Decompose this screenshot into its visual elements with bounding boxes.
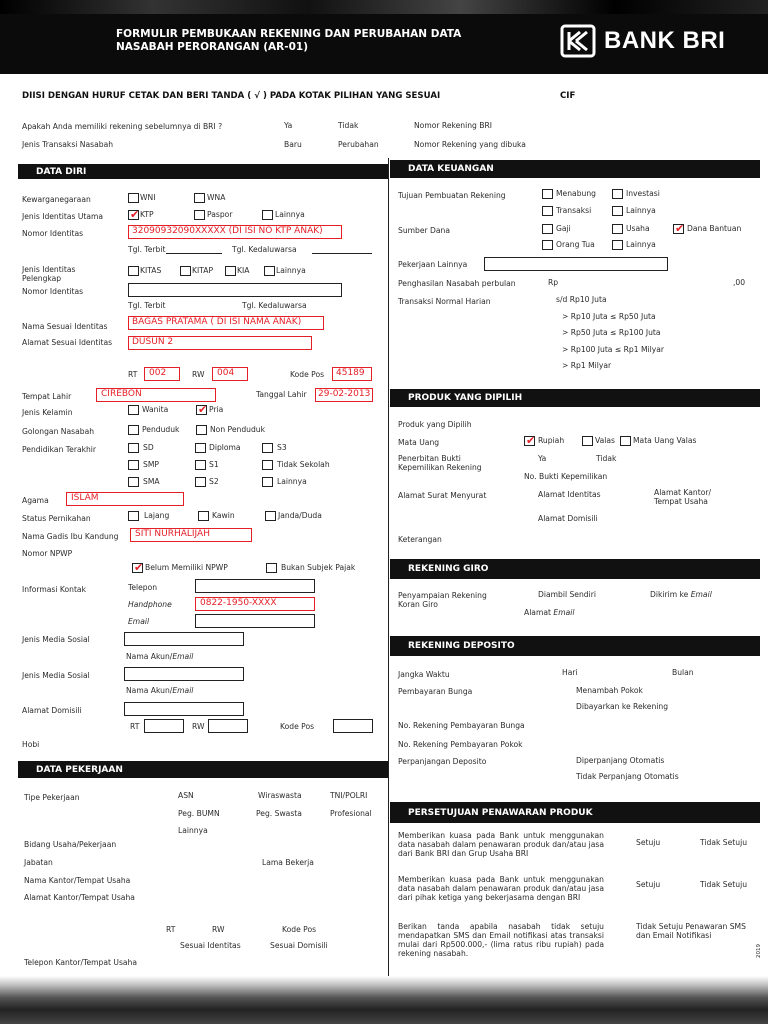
instruction-text: DIISI DENGAN HURUF CETAK DAN BERI TANDA ( √ ) PADA KOTAK PILIHAN YANG SESUAI: [22, 91, 441, 101]
bank-name: BANK BRI: [604, 27, 726, 54]
jenis-identitas-utama-label: Jenis Identitas Utama: [22, 212, 104, 221]
pembayaran-bunga-label: Pembayaran Bunga: [398, 687, 473, 696]
setuju-1-option[interactable]: Setuju: [636, 838, 661, 847]
orang-tua-checkbox[interactable]: [542, 240, 553, 250]
tgl-terbit-label: Tgl. Terbit: [128, 245, 166, 254]
orang-tua-label: Orang Tua: [556, 240, 595, 249]
pekerjaan-lainnya-field[interactable]: [484, 257, 668, 271]
s3-checkbox[interactable]: [262, 443, 273, 453]
section-deposito: REKENING DEPOSITO: [390, 636, 760, 656]
diploma-label: Diploma: [209, 443, 241, 452]
option-tidak[interactable]: Tidak: [338, 121, 359, 130]
rp-label: Rp: [548, 278, 559, 287]
wanita-label: Wanita: [142, 405, 169, 414]
column-divider: [388, 158, 389, 978]
telepon-label: Telepon: [128, 583, 158, 592]
penyampaian-label: Penyampaian Rekening Koran Giro: [398, 591, 487, 609]
bukti-tidak-option[interactable]: Tidak: [596, 454, 617, 463]
kewarganegaraan-label: Kewarganegaraan: [22, 195, 91, 204]
bukan-subjek-pajak-checkbox[interactable]: [266, 563, 277, 573]
range-2-option[interactable]: > Rp10 Juta ≤ Rp50 Juta: [562, 312, 656, 321]
lainnya-pendidikan-checkbox[interactable]: [262, 477, 273, 487]
penghasilan-label: Penghasilan Nasabah perbulan: [398, 279, 516, 288]
transaksi-normal-label: Transaksi Normal Harian: [398, 297, 491, 306]
form-title-line2: NASABAH PERORANGAN (AR-01): [116, 41, 309, 53]
alamat-value: DUSUN 2: [132, 337, 174, 347]
nomor-identitas-value: 32090932090XXXXX (DI ISI NO KTP ANAK): [132, 226, 323, 236]
wiraswasta-option[interactable]: Wiraswasta: [258, 791, 302, 800]
informasi-kontak-label: Informasi Kontak: [22, 585, 86, 594]
option-ya[interactable]: Ya: [284, 121, 293, 130]
lajang-label: Lajang: [144, 511, 170, 520]
rupiah-label: Rupiah: [538, 436, 565, 445]
hobi-label: Hobi: [22, 740, 40, 749]
diambil-sendiri-option[interactable]: Diambil Sendiri: [538, 590, 596, 599]
nomor-identitas-2-field[interactable]: [128, 283, 342, 297]
alamat-kantor-option[interactable]: Alamat Kantor/ Tempat Usaha: [654, 488, 712, 506]
handphone-value: 0822-1950-XXXX: [200, 598, 277, 608]
tgl-terbit-field[interactable]: [166, 242, 222, 254]
lainnya-pekerjaan-option[interactable]: Lainnya: [178, 826, 208, 835]
section-produk: PRODUK YANG DIPILIH: [390, 389, 760, 407]
kitas-label: KITAS: [140, 266, 162, 275]
persetujuan-text-2: Memberikan kuasa pada Bank untuk menggunakan data nasabah dalam penawaran produk dan/atau jasa dari pihak ketiga yang bekerjasama dengan BRI: [398, 875, 604, 902]
lainnya-id-checkbox[interactable]: [262, 210, 273, 220]
setuju-2-option[interactable]: Setuju: [636, 880, 661, 889]
rupiah-checkbox-checked[interactable]: [524, 436, 535, 446]
lainnya-tujuan-label: Lainnya: [626, 206, 656, 215]
alamat-email-option[interactable]: Alamat Email: [524, 608, 575, 617]
tidak-sekolah-checkbox[interactable]: [262, 460, 273, 470]
bidang-usaha-label: Bidang Usaha/Pekerjaan: [24, 840, 117, 849]
asn-option[interactable]: ASN: [178, 791, 194, 800]
tanggal-lahir-label: Tanggal Lahir: [256, 390, 307, 399]
domisili-rw-label: RW: [192, 722, 205, 731]
transaksi-label: Transaksi: [556, 206, 592, 215]
sma-label: SMA: [143, 477, 160, 486]
keterangan-label: Keterangan: [398, 535, 442, 544]
menambah-pokok-option[interactable]: Menambah Pokok: [576, 686, 643, 695]
non-penduduk-label: Non Penduduk: [210, 425, 266, 434]
kode-pos-label: Kode Pos: [290, 370, 325, 379]
kia-checkbox[interactable]: [225, 266, 236, 276]
status-pernikahan-label: Status Pernikahan: [22, 514, 91, 523]
media-sosial-1-field[interactable]: [124, 632, 244, 646]
section-data-pekerjaan: DATA PEKERJAAN: [18, 761, 388, 778]
rt-value: 002: [149, 368, 167, 378]
agama-value: ISLAM: [71, 493, 99, 503]
menabung-checkbox[interactable]: [542, 189, 553, 199]
kode-pos-value: 45189: [336, 368, 365, 378]
dana-bantuan-checkbox-checked[interactable]: [673, 224, 684, 234]
wanita-checkbox[interactable]: [128, 405, 139, 415]
peg-swasta-option[interactable]: Peg. Swasta: [256, 809, 302, 818]
tidak-sekolah-label: Tidak Sekolah: [277, 460, 330, 469]
tempat-lahir-label: Tempat Lahir: [22, 392, 72, 401]
usaha-label: Usaha: [626, 224, 650, 233]
rw-value: 004: [217, 368, 235, 378]
jenis-identitas-pelengkap-label: Jenis Identitas Pelengkap: [22, 265, 76, 283]
belum-npwp-label: Belum Memiliki NPWP: [145, 563, 228, 572]
dibayarkan-option[interactable]: Dibayarkan ke Rekening: [576, 702, 669, 711]
telepon-field[interactable]: [195, 579, 315, 593]
tempat-lahir-value: CIREBON: [101, 389, 142, 399]
diperpanjang-option[interactable]: Diperpanjang Otomatis: [576, 756, 665, 765]
s3-label: S3: [277, 443, 287, 452]
kitap-label: KITAP: [192, 266, 214, 275]
penduduk-label: Penduduk: [142, 425, 180, 434]
mata-uang-valas-checkbox[interactable]: [620, 436, 631, 446]
nama-gadis-ibu-value: SITI NURHALIJAH: [135, 529, 210, 539]
bulan-option[interactable]: Bulan: [672, 668, 694, 677]
produk-dipilih-label: Produk yang Dipilih: [398, 420, 472, 429]
no-rek-pokok-label: No. Rekening Pembayaran Pokok: [398, 740, 523, 749]
email-field[interactable]: [195, 614, 315, 628]
bukan-subjek-pajak-label: Bukan Subjek Pajak: [281, 563, 356, 572]
tidak-setuju-2-option[interactable]: Tidak Setuju: [700, 880, 748, 889]
range-5-option[interactable]: > Rp1 Milyar: [562, 361, 612, 370]
kawin-checkbox[interactable]: [198, 511, 209, 521]
kia-label: KIA: [237, 266, 250, 275]
alamat-domisili-field[interactable]: [124, 702, 244, 716]
alamat-domisili-label: Alamat Domisili: [22, 706, 82, 715]
tujuan-label: Tujuan Pembuatan Rekening: [398, 191, 506, 200]
lama-bekerja-label: Lama Bekerja: [262, 858, 314, 867]
lainnya-tujuan-checkbox[interactable]: [612, 206, 623, 216]
email-label: Email: [128, 617, 150, 626]
sesuai-identitas-option[interactable]: Sesuai Identitas: [180, 941, 241, 950]
nama-value: BAGAS PRATAMA ( DI ISI NAMA ANAK): [132, 317, 302, 327]
wni-label: WNI: [140, 193, 156, 202]
handphone-label: Handphone: [128, 600, 172, 609]
form-title-line1: FORMULIR PEMBUKAAN REKENING DAN PERUBAHAN DATA: [116, 28, 462, 40]
penduduk-checkbox[interactable]: [128, 425, 139, 435]
janda-duda-label: Janda/Duda: [278, 511, 322, 520]
section-data-diri: DATA DIRI: [18, 164, 388, 179]
tidak-perpanjang-option[interactable]: Tidak Perpanjang Otomatis: [576, 772, 679, 781]
mata-uang-valas-label: Mata Uang Valas: [633, 436, 697, 445]
domisili-kode-pos-field[interactable]: [333, 719, 373, 733]
transaksi-checkbox[interactable]: [542, 206, 553, 216]
form-year: 2019: [756, 944, 762, 958]
pendidikan-label: Pendidikan Terakhir: [22, 445, 97, 454]
smp-label: SMP: [143, 460, 159, 469]
wna-checkbox[interactable]: [194, 193, 205, 203]
domisili-rw-field[interactable]: [208, 719, 248, 733]
nama-akun-1-label: Nama Akun/Email: [126, 652, 194, 661]
rt-label: RT: [128, 370, 138, 379]
bukti-ya-option[interactable]: Ya: [538, 454, 547, 463]
tgl-kedaluwarsa-field[interactable]: [312, 242, 372, 254]
pria-label: Pria: [209, 405, 224, 414]
scan-edge-bottom: [0, 976, 768, 1024]
penerbitan-bukti-label: Penerbitan Bukti Kepemilikan Rekening: [398, 454, 482, 472]
lainnya-sumber-checkbox[interactable]: [612, 240, 623, 250]
kantor-rt-label: RT: [166, 925, 176, 934]
perpanjangan-label: Perpanjangan Deposito: [398, 757, 487, 766]
range-1-option[interactable]: s/d Rp10 Juta: [556, 295, 607, 304]
jenis-media-sosial-1-label: Jenis Media Sosial: [22, 635, 90, 644]
smp-checkbox[interactable]: [128, 460, 139, 470]
has-account-question: Apakah Anda memiliki rekening sebelumnya di BRI ?: [22, 122, 223, 131]
dana-bantuan-label: Dana Bantuan: [687, 224, 742, 233]
agama-label: Agama: [22, 496, 49, 505]
sumber-dana-label: Sumber Dana: [398, 226, 451, 235]
sma-checkbox[interactable]: [128, 477, 139, 487]
kitas-checkbox[interactable]: [128, 266, 139, 276]
diploma-checkbox[interactable]: [195, 443, 206, 453]
scan-edge-top: [0, 0, 768, 14]
ktp-label: KTP: [140, 210, 154, 219]
kawin-label: Kawin: [212, 511, 235, 520]
nama-gadis-ibu-label: Nama Gadis Ibu Kandung: [22, 532, 119, 541]
koma-nol-label: ,00: [733, 278, 746, 287]
s1-label: S1: [209, 460, 219, 469]
bri-logo-icon: [560, 24, 596, 58]
cif-label: CIF: [560, 91, 576, 101]
jabatan-label: Jabatan: [24, 858, 53, 867]
valas-label: Valas: [595, 436, 615, 445]
no-rek-bunga-label: No. Rekening Pembayaran Bunga: [398, 721, 525, 730]
lainnya-pelengkap-label: Lainnya: [276, 266, 306, 275]
hari-option[interactable]: Hari: [562, 668, 578, 677]
jenis-transaksi-label: Jenis Transaksi Nasabah: [22, 140, 114, 149]
range-4-option[interactable]: > Rp100 Juta ≤ Rp1 Milyar: [562, 345, 665, 354]
lainnya-pendidikan-label: Lainnya: [277, 477, 307, 486]
peg-bumn-option[interactable]: Peg. BUMN: [178, 809, 220, 818]
section-giro: REKENING GIRO: [390, 559, 760, 579]
valas-checkbox[interactable]: [582, 436, 593, 446]
nomor-identitas-label: Nomor Identitas: [22, 229, 84, 238]
kantor-rw-label: RW: [212, 925, 225, 934]
domisili-rt-field[interactable]: [144, 719, 184, 733]
pekerjaan-lainnya-label: Pekerjaan Lainnya: [398, 260, 468, 269]
kantor-kode-pos-label: Kode Pos: [282, 925, 317, 934]
tgl-kedaluwarsa-2-label: Tgl. Kedaluwarsa: [242, 301, 307, 310]
wni-checkbox[interactable]: [128, 193, 139, 203]
pria-checkbox-checked[interactable]: [196, 405, 207, 415]
persetujuan-text-1: Memberikan kuasa pada Bank untuk menggunakan data nasabah dalam penawaran produk dan/atau jasa dari Bank BRI dan Grup Usaha BRI: [398, 831, 604, 858]
sesuai-domisili-option[interactable]: Sesuai Domisili: [270, 941, 328, 950]
lajang-checkbox[interactable]: [128, 511, 139, 521]
media-sosial-2-field[interactable]: [124, 667, 244, 681]
s1-checkbox[interactable]: [195, 460, 206, 470]
ktp-checkbox-checked[interactable]: [128, 210, 139, 220]
golongan-nasabah-label: Golongan Nasabah: [22, 427, 95, 436]
nama-kantor-label: Nama Kantor/Tempat Usaha: [24, 876, 131, 885]
nomor-rekening-dibuka-label: Nomor Rekening yang dibuka: [414, 140, 526, 149]
jangka-waktu-label: Jangka Waktu: [398, 670, 450, 679]
wna-label: WNA: [207, 193, 226, 202]
belum-npwp-checkbox-checked[interactable]: [132, 563, 143, 573]
jenis-kelamin-label: Jenis Kelamin: [22, 408, 73, 417]
rw-label: RW: [192, 370, 205, 379]
nomor-npwp-label: Nomor NPWP: [22, 549, 73, 558]
section-persetujuan: PERSETUJUAN PENAWARAN PRODUK: [390, 802, 760, 823]
telepon-kantor-label: Telepon Kantor/Tempat Usaha: [24, 958, 138, 967]
jenis-media-sosial-2-label: Jenis Media Sosial: [22, 671, 90, 680]
no-bukti-label: No. Bukti Kepemilikan: [524, 472, 608, 481]
nama-akun-2-label: Nama Akun/Email: [126, 686, 194, 695]
menabung-label: Menabung: [556, 189, 596, 198]
dikirim-email-option[interactable]: Dikirim ke Email: [650, 590, 712, 599]
nama-sesuai-identitas-label: Nama Sesuai Identitas: [22, 322, 108, 331]
domisili-rt-label: RT: [130, 722, 140, 731]
alamat-surat-label: Alamat Surat Menyurat: [398, 491, 487, 500]
s2-label: S2: [209, 477, 219, 486]
alamat-domisili-option[interactable]: Alamat Domisili: [538, 514, 598, 523]
s2-checkbox[interactable]: [195, 477, 206, 487]
alamat-sesuai-identitas-label: Alamat Sesuai Identitas: [22, 338, 113, 347]
option-perubahan[interactable]: Perubahan: [338, 140, 379, 149]
range-3-option[interactable]: > Rp50 Juta ≤ Rp100 Juta: [562, 328, 661, 337]
nomor-rekening-bri-label: Nomor Rekening BRI: [414, 121, 493, 130]
janda-duda-checkbox[interactable]: [265, 511, 276, 521]
sd-label: SD: [143, 443, 154, 452]
lainnya-pelengkap-checkbox[interactable]: [264, 266, 275, 276]
tgl-terbit-2-label: Tgl. Terbit: [128, 301, 166, 310]
persetujuan-text-3: Berikan tanda apabila nasabah tidak setuju mendapatkan SMS dan Email notifikasi atas transaksi mulai dari Rp500.000,- (lima ratus ribu rupiah) pada rekening nasabah.: [398, 922, 604, 958]
section-data-keuangan: DATA KEUANGAN: [390, 160, 760, 178]
gaji-checkbox[interactable]: [542, 224, 553, 234]
alamat-identitas-option[interactable]: Alamat Identitas: [538, 490, 601, 499]
mata-uang-label: Mata Uang: [398, 438, 440, 447]
lainnya-sumber-label: Lainnya: [626, 240, 656, 249]
tni-polri-option[interactable]: TNI/POLRI: [330, 791, 368, 800]
non-penduduk-checkbox[interactable]: [196, 425, 207, 435]
sd-checkbox[interactable]: [128, 443, 139, 453]
nomor-identitas-2-label: Nomor Identitas: [22, 287, 84, 296]
domisili-kode-pos-label: Kode Pos: [280, 722, 315, 731]
tidak-setuju-sms-option[interactable]: Tidak Setuju Penawaran SMS dan Email Notifikasi: [636, 922, 746, 940]
profesional-option[interactable]: Profesional: [330, 809, 372, 818]
alamat-kantor-label: Alamat Kantor/Tempat Usaha: [24, 893, 135, 902]
gaji-label: Gaji: [556, 224, 571, 233]
paspor-checkbox[interactable]: [194, 210, 205, 220]
option-baru[interactable]: Baru: [284, 140, 302, 149]
kitap-checkbox[interactable]: [180, 266, 191, 276]
paspor-label: Paspor: [207, 210, 233, 219]
investasi-label: Investasi: [626, 189, 660, 198]
usaha-checkbox[interactable]: [612, 224, 623, 234]
lainnya-id-label: Lainnya: [275, 210, 305, 219]
tipe-pekerjaan-label: Tipe Pekerjaan: [24, 793, 80, 802]
investasi-checkbox[interactable]: [612, 189, 623, 199]
tgl-kedaluwarsa-label: Tgl. Kedaluwarsa: [232, 245, 297, 254]
tidak-setuju-1-option[interactable]: Tidak Setuju: [700, 838, 748, 847]
tanggal-lahir-value: 29-02-2013: [318, 389, 371, 399]
